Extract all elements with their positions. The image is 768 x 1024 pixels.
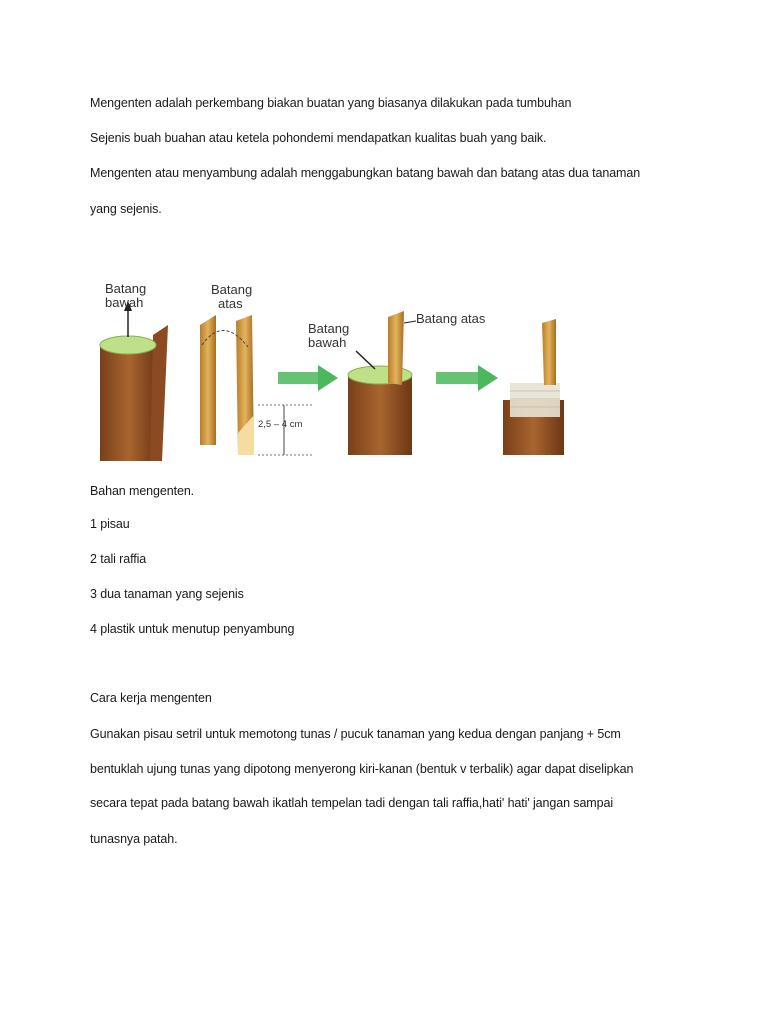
grafting-illustration (98, 265, 564, 463)
label-batang-bawah-line2: bawah (105, 295, 144, 310)
intro-line-2: Sejenis buah buahan atau ketela pohondemi mendapatkan kualitas buah yang baik. (90, 131, 547, 145)
label-batang-atas-line2: atas (218, 296, 243, 311)
label-batang-atas-right: Batang atas (416, 311, 486, 326)
cara-line-4: tunasnya patah. (90, 832, 178, 846)
label-mid-batang-line1: Batang (308, 321, 350, 336)
bahan-item-2: 2 tali raffia (90, 552, 147, 566)
pointer-line-2 (356, 351, 375, 369)
pointer-line-3 (404, 321, 416, 323)
grafted-stump (348, 311, 412, 455)
intro-line-1: Mengenten adalah perkembang biakan buatan yang biasanya dilakukan pada tumbuhan (90, 96, 572, 110)
arrow-right-icon (278, 365, 338, 391)
bahan-heading: Bahan mengenten. (90, 484, 195, 498)
arrow-right-icon-2 (436, 365, 498, 391)
bahan-item-4: 4 plastik untuk menutup penyambung (90, 622, 295, 636)
grafting-diagram (98, 265, 564, 463)
bahan-item-3: 3 dua tanaman yang sejenis (90, 587, 244, 601)
wrapped-graft (503, 319, 564, 455)
label-mid-bawah-line2: bawah (308, 335, 347, 350)
intro-line-4: yang sejenis. (90, 202, 162, 216)
cara-line-1: Gunakan pisau setril untuk memotong tunas / pucuk tanaman yang kedua dengan panjang + 5cm (90, 727, 621, 741)
intro-line-3: Mengenten atau menyambung adalah menggabungkan batang bawah dan batang atas dua tanaman (90, 166, 641, 180)
scion-sticks (200, 315, 254, 455)
cara-line-3: secara tepat pada batang bawah ikatlah tempelan tadi dengan tali raffia,hati' hati' jangan sampai (90, 796, 613, 810)
label-batang-atas-line1: Batang (211, 282, 253, 297)
measure-label: 2,5 – 4 cm (258, 419, 303, 430)
bahan-item-1: 1 pisau (90, 517, 130, 531)
cara-line-2: bentuklah ujung tunas yang dipotong menyerong kiri-kanan (bentuk v terbalik) agar dapat diselipkan (90, 762, 634, 776)
label-batang-bawah-line1: Batang (105, 281, 147, 296)
rootstock-stump (100, 325, 168, 461)
cara-heading: Cara kerja mengenten (90, 691, 212, 705)
